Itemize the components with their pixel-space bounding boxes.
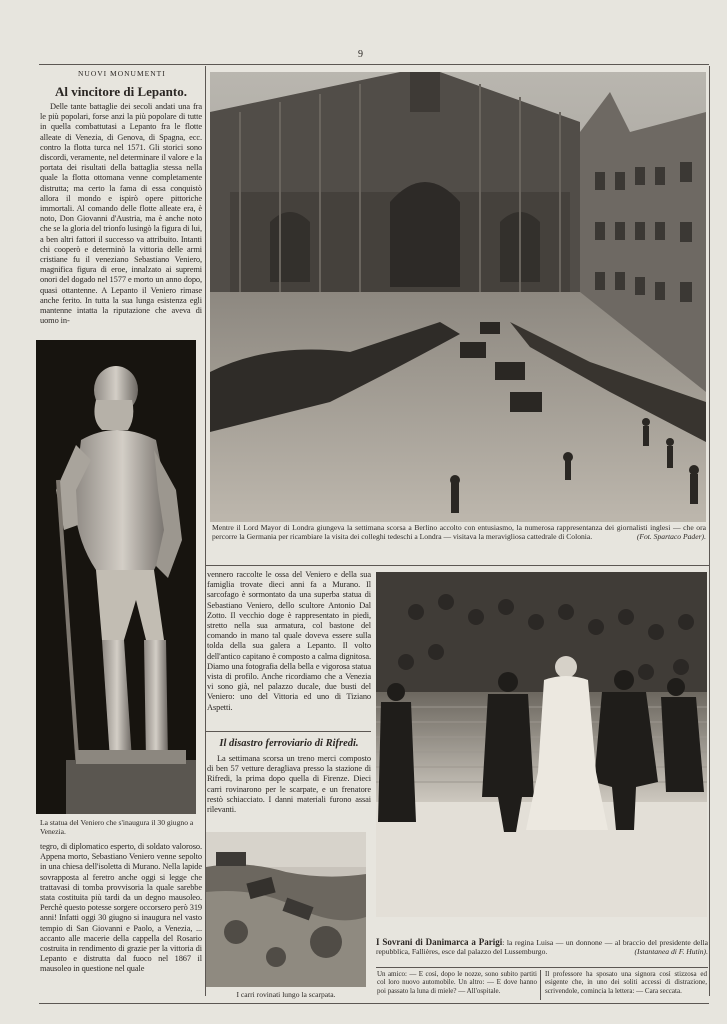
article-title-denmark: I Sovrani di Danimarca a Parigi bbox=[376, 937, 503, 947]
rifredi-wreck-illustration bbox=[206, 832, 366, 987]
denmark-credit: (Istantanea di F. Hutin). bbox=[634, 947, 708, 957]
page-bottom-rule bbox=[39, 1003, 709, 1004]
rifredi-top-rule bbox=[206, 731, 371, 732]
denmark-caption-text: : la regina Luisa — un donnone — al braccio del presidente della repubblica, Fallières, esce dal palazzo del Lussemburgo. bbox=[376, 938, 708, 957]
cologne-photo bbox=[210, 72, 706, 522]
article-title-lepanto: Al vincitore di Lepanto. bbox=[55, 84, 187, 99]
rifredi-photo bbox=[206, 832, 366, 987]
cologne-bottom-rule bbox=[206, 565, 709, 566]
footer-divider bbox=[540, 970, 541, 1000]
cologne-cathedral-illustration bbox=[210, 72, 706, 522]
article-column2-lepanto: vennero raccolte le ossa del Veniero e della sua famiglia trovate dieci anni fa a Murano. Il sarcofago è sormontato da una superba statua di Sebastiano Veniero, dello scultore Antonio Dal Zotto. Il vecchio doge è rappresentato in piedi, stretto nella sua armatura, col bastone del comando in mano tal quale doveva essere sulla tolda della sua galera a Lepanto. Il volto dell'antico capitano è composto a calma dignitosa. Diamo una fotografia della bella e vigorosa statua vista di profilo. Anche ricordiamo che a Venezia vi sono già, nel palazzo ducale, due busti del Veniero: uno del Vittoria ed uno di Tiziano Aspetti. bbox=[207, 570, 371, 712]
denmark-caption bbox=[376, 938, 708, 957]
denmark-photo bbox=[376, 572, 707, 917]
footer-rule bbox=[376, 967, 708, 968]
footer-joke-right: Il professore ha sposato una signora così stizzosa ed esigente che, in uno dei soliti accessi di distrazione, scrivendole, comincia la lettera: — Cara seccata. bbox=[545, 970, 707, 995]
cologne-caption bbox=[212, 523, 706, 542]
page-number: 9 bbox=[358, 49, 363, 60]
rifredi-photo-caption: I carri rovinati lungo la scarpata. bbox=[236, 990, 336, 999]
cologne-caption-text: Mentre il Lord Mayor di Londra giungeva la settimana scorsa a Berlino accolto con entusiasmo, la numerosa rappresentanza dei giornalisti inglesi — che ora percorre la Germania per ricambiare la visita dei colleghi tedeschi a Londra — visitava la meravigliosa cattedrale di Colonia. bbox=[212, 523, 706, 542]
denmark-royals-illustration bbox=[376, 572, 707, 917]
statue-caption: La statua del Veniero che s'inaugura il 30 giugno a Venezia. bbox=[40, 818, 194, 837]
footer-joke-left: Un amico: — E così, dopo le nozze, sono subito partiti col loro nuovo automobile. Un altro: — E dove hanno poi passato la luna di miele? — All'ospitale. bbox=[377, 970, 537, 995]
statue-figure-illustration bbox=[36, 340, 196, 814]
article-body-rifredi: La settimana scorsa un treno merci composto di ben 57 vetture deragliava presso la stazione di Rifredi, la prima dopo quella di Firenze. Dieci carri rovinarono per le scarpate, e un frenatore restò schiacciato. I danni materiali furono assai rilevanti. bbox=[207, 754, 371, 815]
statue-photo bbox=[36, 340, 196, 814]
article-continuation-lepanto: tegro, di diplomatico esperto, di soldato valoroso. Appena morto, Sebastiano Veniero venne sepolto in una chiesa dell'isoletta di Murano. Nella lapide sovrapposta al feretro anche oggi si legge che trattavasi di tomba provvisoria la quale sarebbe stata costituita più tardi da un degno mausoleo. Perchè questo potesse sorgere occorsero però 319 anni! Infatti oggi 30 giugno si inaugura nel vasto tempio di San Giovanni e Paolo, a Venezia, ... accanto alle macerie della cappella del Rosario costruita in rendimento di grazie per la vittoria di Lepanto e distrutta dal fuoco nel 1867 il mausoleo in questione nel quale bbox=[40, 842, 202, 974]
article-body-lepanto: Delle tante battaglie dei secoli andati una fra le più popolari, forse anzi la più popolare di tutte in quella combattutasi a Lepanto fra le flotte alleate di Venezia, di Genova, di Spagna, ecc. contro la flotta turca nel 1571. Gli storici sono discordi, veramente, nel determinare il valore e la portata dei risultati della battaglia stessa nella quale la flotta ottomana venne completamente distrutta; ma certo la fama di essa conquistò allora il mondo e ispirò opere pittoriche immortali. Al comando delle flotte alleate era, è noto, Don Giovanni d'Austria, ma è anche noto che se la gloria del trionfo lusingò la figura di lui, a ben altri fattori il successo va attribuito. Intanti chi cooperò e determinò la vittoria delle armi cristiane fu il veneziano Sebastiano Veniero, magnifica figura di eroe, innalzato ai supremi onori del dogado nel 1577 e morto un anno dopo, quasi ottantenne. A Lepanto il Veniero rimase anche ferito. In tutta la sua lunga esistenza egli mantenne intatta la riputazione che aveva di uomo in- bbox=[40, 102, 202, 326]
article-title-rifredi: Il disastro ferroviario di Rifredi. bbox=[219, 738, 359, 749]
section-label: NUOVI MONUMENTI bbox=[78, 69, 166, 78]
column-rule-right bbox=[709, 66, 710, 996]
cologne-credit: (Fot. Spartaco Pader). bbox=[636, 532, 706, 542]
header-rule bbox=[39, 64, 709, 65]
